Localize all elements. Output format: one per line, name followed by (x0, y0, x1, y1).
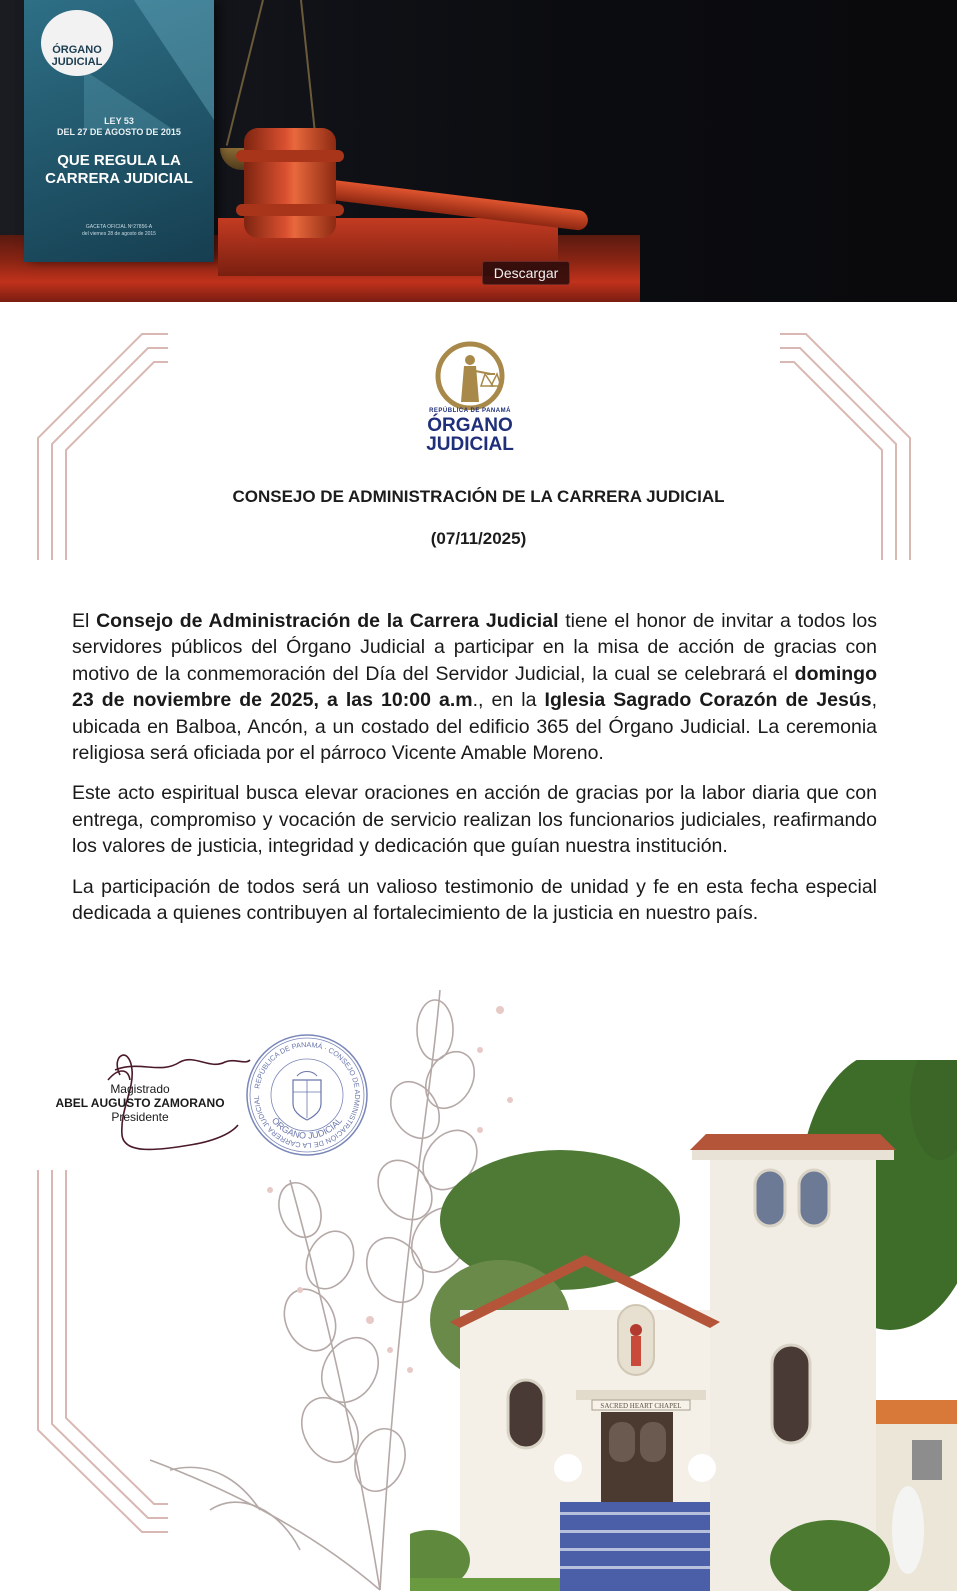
text-run: El (72, 610, 97, 632)
text-run-bold: domingo 23 de noviembre de 2025, a las 10:00 a.m (72, 662, 877, 712)
book-seal-line: ÓRGANO (52, 44, 102, 56)
signature-block (40, 1082, 240, 1124)
document-title: CONSEJO DE ADMINISTRACIÓN DE LA CARRERA JUDICIAL (232, 487, 725, 506)
gavel-ring (236, 204, 344, 216)
invitation-body (72, 608, 877, 940)
church-sign: SACRED HEART CHAPEL (600, 1402, 682, 1410)
banner-law-book (24, 0, 214, 262)
logo-country-text: REPÚBLICA DE PANAMÁ (429, 408, 511, 414)
signatory-name: ABEL AUGUSTO ZAMORANO (55, 1096, 225, 1110)
book-law-number (24, 116, 214, 138)
book-gazette (24, 224, 214, 238)
gavel-ring (236, 150, 344, 162)
download-button[interactable]: Descargar (482, 261, 570, 285)
text-run: tiene el honor de invitar a todos los servidores públicos del Órgano Judicial a participar en la misa de acción de gracias con motivo de la conmemoración del Día del Servidor Judicial, la cual se celebrará el (72, 610, 877, 685)
document-date: (07/11/2025) (430, 529, 527, 548)
book-title-line: CARRERA JUDICIAL (45, 170, 193, 187)
church-illustration (410, 1060, 957, 1591)
frame-corner-top-left (34, 330, 174, 562)
book-law-line: LEY 53 (104, 116, 134, 126)
book-title (24, 152, 214, 188)
book-seal (41, 10, 113, 76)
signatory-position: Presidente (111, 1110, 169, 1124)
text-run: , ubicada en Balboa, Ancón, a un costado del edificio 365 del Órgano Judicial. La ceremonia religiosa será oficiada por el párroco Vicente Amable Moreno. (72, 689, 877, 765)
text-run: ., en la (472, 689, 545, 712)
paragraph-closing: La participación de todos será un valioso testimonio de unidad y fe en esta fecha especial dedicada a quienes contribuyen al fortalecimiento de la justicia en nuestro país. (72, 875, 877, 925)
banner-scale-string (226, 0, 264, 146)
church-photo (410, 1060, 957, 1591)
book-law-line: DEL 27 DE AGOSTO DE 2015 (57, 127, 181, 137)
banner-scale-string (300, 0, 318, 149)
frame-corner-top-right (776, 330, 916, 562)
book-gazette-line: del viernes 28 de agosto de 2015 (82, 231, 156, 237)
logo-text: ÓRGANO (427, 415, 513, 436)
seal-bottom-text: ÓRGANO JUDICIAL (269, 1115, 345, 1141)
official-seal-stamp (244, 1032, 370, 1158)
logo-text: JUDICIAL (426, 434, 514, 455)
signatory-role: Magistrado (110, 1082, 170, 1096)
book-seal-line: JUDICIAL (51, 56, 103, 68)
header-banner-image (0, 0, 957, 302)
gavel-head (244, 128, 336, 238)
paragraph-purpose: Este acto espiritual busca elevar oraciones en acción de gracias por la labor diaria que con entrega, compromiso y vocación de servicio realizan los funcionarios judiciales, reafirmando los valores de justicia, integridad y dedicación que guían nuestra institución. (72, 782, 877, 858)
book-title-line: QUE REGULA LA (57, 152, 181, 169)
text-run-bold: Iglesia Sagrado Corazón de Jesús (544, 689, 872, 712)
seal-outer-text: REPÚBLICA DE PANAMÁ · CONSEJO DE ADMINISTRACIÓN DE LA CARRERA JUDICIAL (251, 1039, 363, 1151)
book-gazette-line: GACETA OFICIAL Nº27856-A (85, 224, 153, 230)
paragraph-invitation (72, 608, 877, 766)
organo-judicial-logo (425, 340, 515, 410)
text-run-bold: Consejo de Administración de la Carrera Judicial (96, 610, 559, 632)
